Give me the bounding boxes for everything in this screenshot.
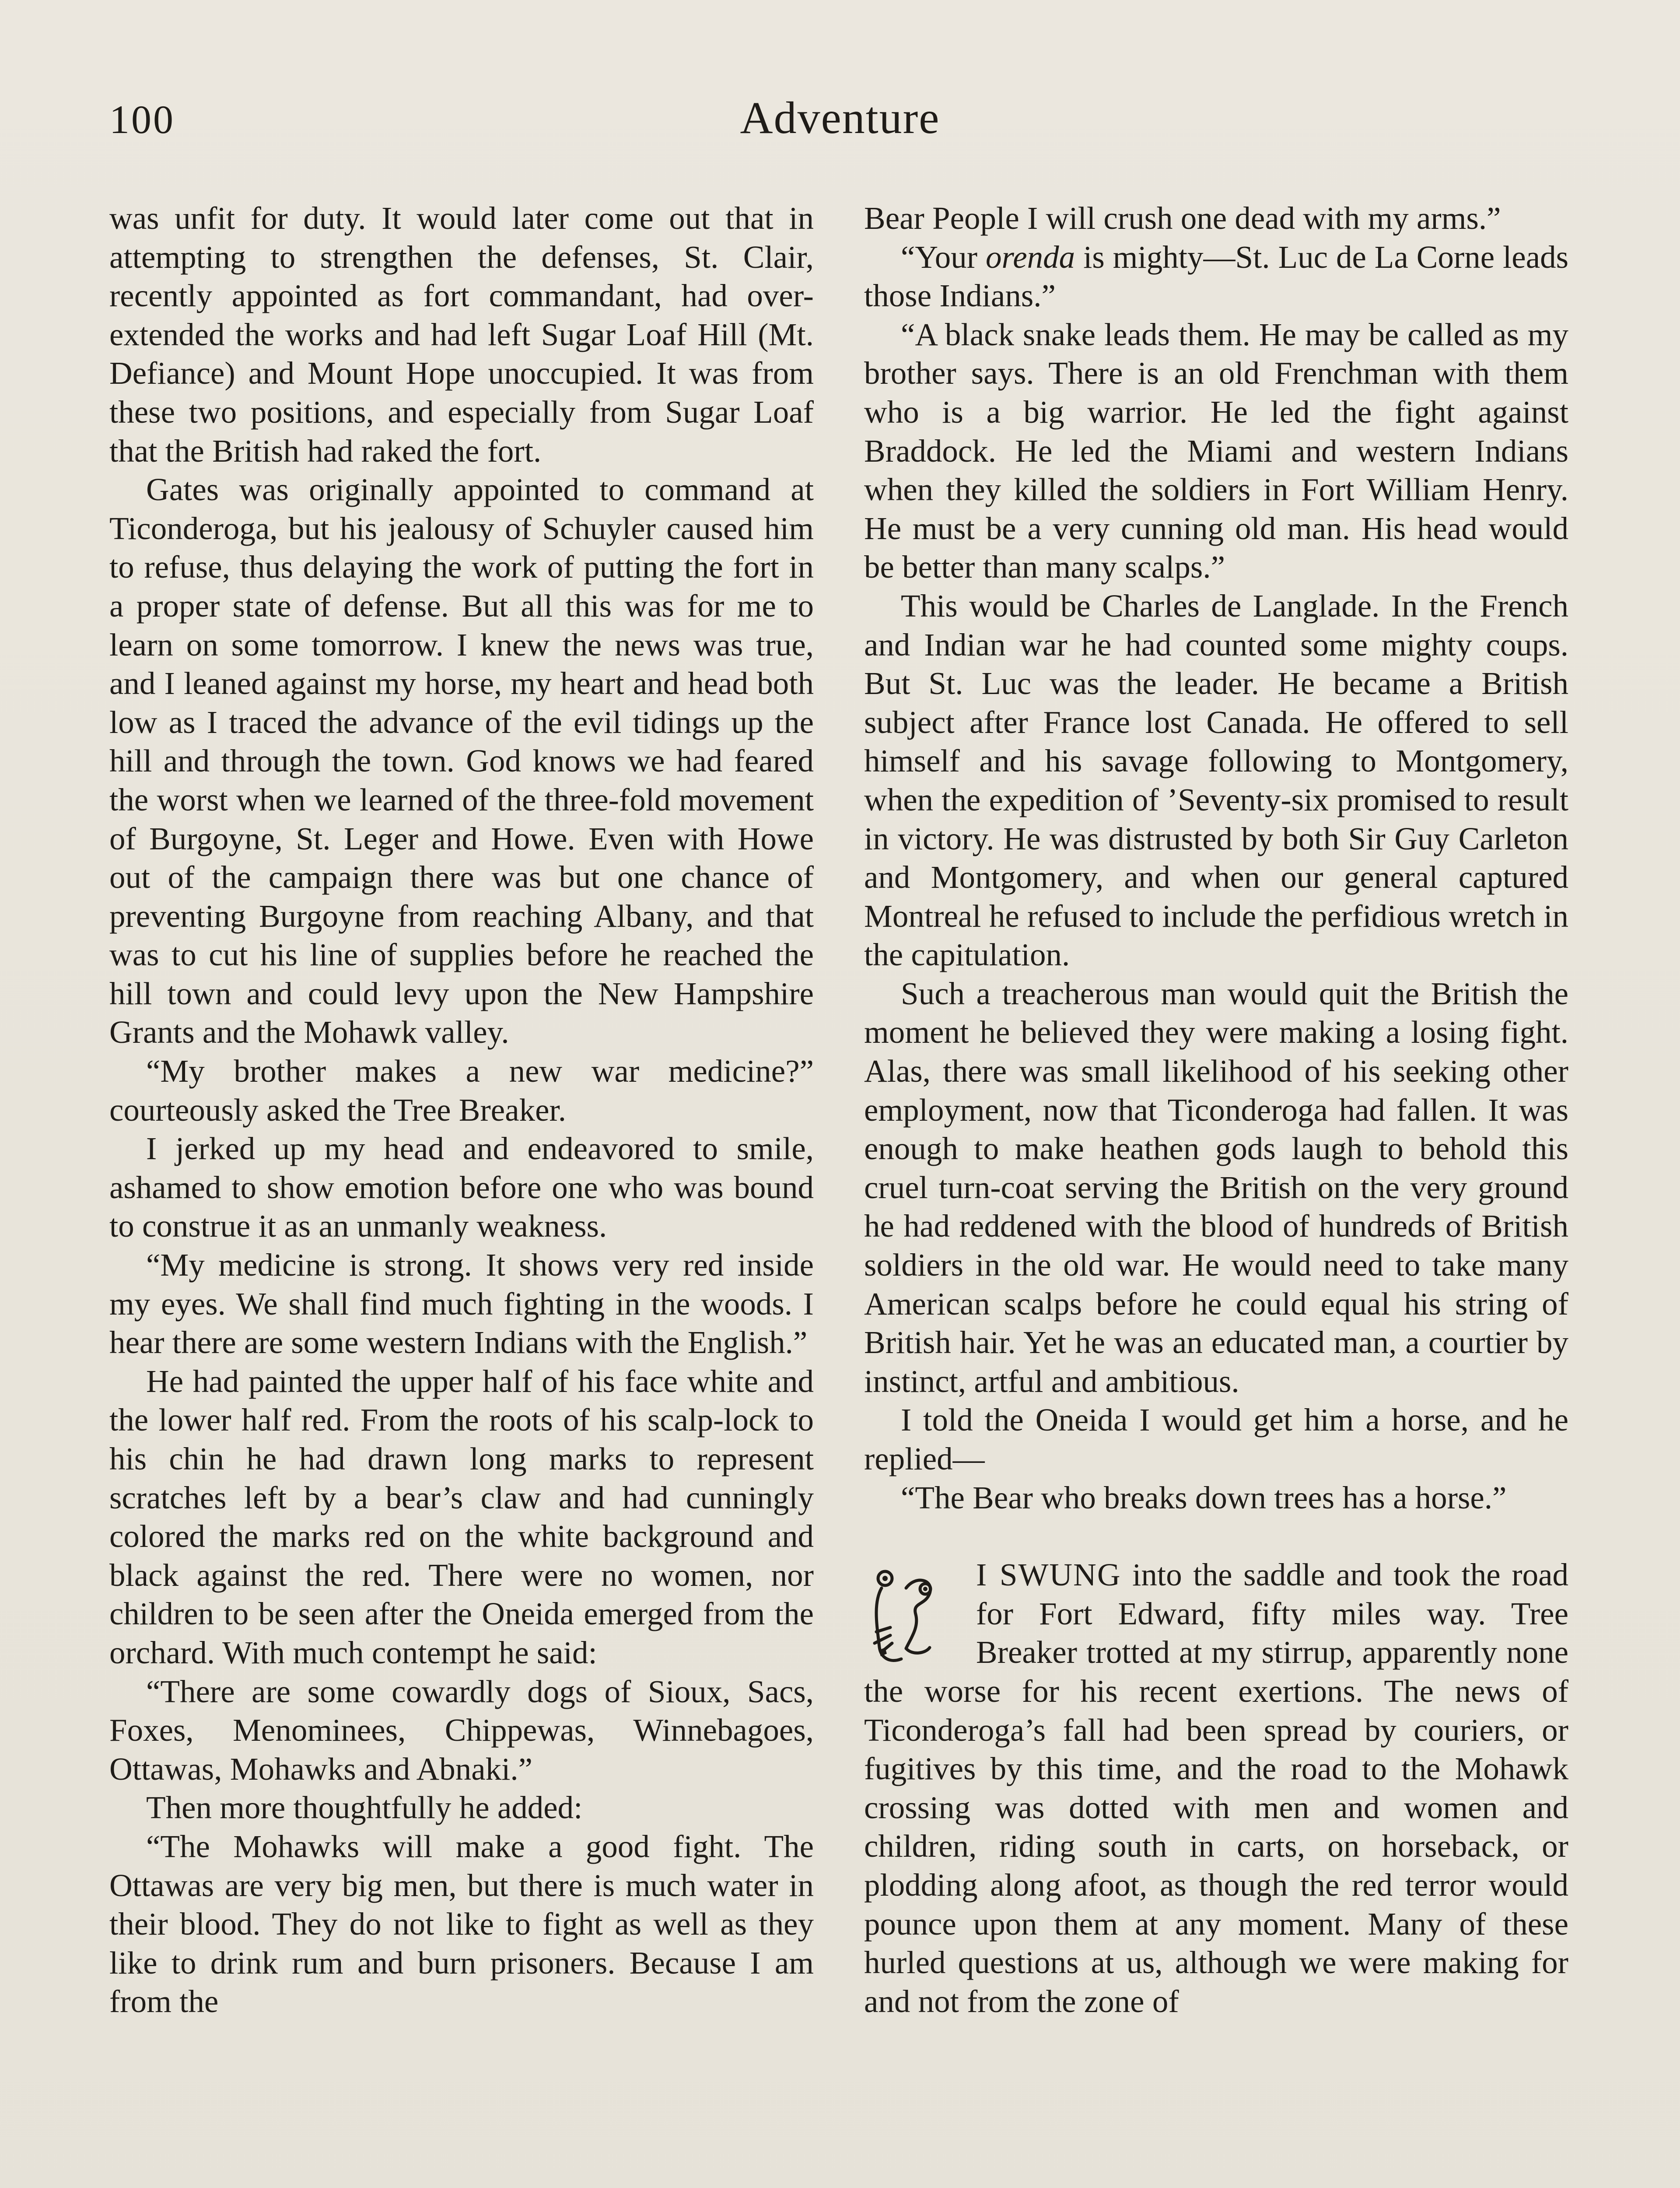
paragraph: “My medicine is strong. It shows very red inside my eyes. We shall find much fighting in the woods. I hear there are some western Indians with the English.” — [109, 1247, 814, 1360]
paragraph: Gates was originally appointed to command at Ticonderoga, but his jealousy of Schuyler caused him to refuse, thus delaying the work of putting the fort in a proper state of defense. But all this was for me to learn on some tomorrow. I knew the news was true, and I leaned against my horse, my heart and head both low as I traced the advance of the evil tidings up the hill and through the town. God knows we had feared the worst when we learned of the three-fold movement of Burgoyne, St. Leger and Howe. Even with Howe out of the campaign there was but one chance of preventing Burgoyne from reaching Albany, and that was to cut his line of supplies before he reached the hill town and could levy upon the New Hampshire Grants and the Mohawk valley. — [109, 472, 814, 1050]
paragraph: “A black snake leads them. He may be called as my brother says. There is an old Frenchman with them who is a big warrior. He led the fight against Braddock. He led the Miami and western Indians when they killed the soldiers in Fort William Henry. He must be a very cunning old man. His head would be better than many scalps.” — [864, 316, 1568, 585]
paragraph: was unfit for duty. It would later come out that in attempting to strengthen the defenses, St. Clair, recently appointed as fort commandant, had over-extended the works and had left Sugar Loaf Hill (Mt. Defiance) and Mount Hope unoccupied. It was from these two positions, and especially from Sugar Loaf that the British had raked the fort. — [109, 200, 814, 469]
lead-caps: I SWUNG — [976, 1557, 1121, 1593]
page-header — [109, 92, 1571, 144]
running-title: Adventure — [740, 93, 940, 143]
paragraph-text: “Your — [901, 239, 986, 275]
section-text: into the saddle and took the road for Fort Edward, fifty miles way. Tree Breaker trotted at my stirrup, apparently none the worse for his recent exertions. The news of Ticonderoga’s fall had been spread by couriers, or fugitives by this time, and the road to the Mohawk crossing was dotted with men and women and children, riding south in carts, on horseback, or plodding along afoot, as though the red terror would pounce upon them at any moment. Many of these hurled questions at us, although we were making for and not from the zone of — [864, 1557, 1568, 2019]
paragraph: “There are some cowardly dogs of Sioux, Sacs, Foxes, Menominees, Chippewas, Winnebagoes, Ottawas, Mohawks and Abnaki.” — [109, 1673, 814, 1787]
ornament-initial-icon — [864, 1562, 965, 1671]
paragraph: Bear People I will crush one dead with my arms.” — [864, 200, 1501, 236]
paragraph: Such a treacherous man would quit the British the moment he believed they were making a losing fight. Alas, there was small likelihood of his seeking other employment, now that Ticonderoga had fallen. It was enough to make heathen gods laugh to behold this cruel turn-coat serving the British on the very ground he had reddened with the blood of hundreds of British soldiers in the old war. He would need to take many American scalps before he could equal his string of British hair. Yet he was an educated man, a courtier by instinct, artful and ambitious. — [864, 975, 1568, 1399]
paragraph: This would be Charles de Langlade. In the French and Indian war he had counted some mighty coups. But St. Luc was the leader. He became a British subject after France lost Canada. He offered to sell himself and his savage following to Montgomery, when the expedition of ’Seventy-six promised to result in victory. He was distrusted by both Sir Guy Carleton and Montgomery, and when our general captured Montreal he refused to include the perfidious wretch in the capitulation. — [864, 588, 1568, 973]
section-break — [864, 1556, 1568, 2021]
paragraph — [864, 238, 1568, 316]
page-number: 100 — [109, 97, 175, 142]
paragraph: He had painted the upper half of his face white and the lower half red. From the roots of his scalp-lock to his chin he had drawn long marks to represent scratches left by a bear’s claw and had cunningly colored the marks red on the white background and black against the red. There were no women, nor children to be seen after the Oneida emerged from the orchard. With much contempt he said: — [109, 1363, 814, 1670]
right-column — [864, 199, 1568, 2021]
paragraph: “My brother makes a new war medicine?” courteously asked the Tree Breaker. — [109, 1053, 814, 1128]
paragraph: Then more thoughtfully he added: — [146, 1790, 583, 1826]
paragraph: I jerked up my head and endeavored to smile, ashamed to show emotion before one who was bound to construe it as an unmanly weakness. — [109, 1131, 814, 1244]
paragraph: “The Bear who breaks down trees has a horse.” — [901, 1480, 1507, 1515]
section-opening-paragraph — [864, 1556, 1568, 2021]
paragraph-text: is mighty—St. Luc de La Corne leads those Indians.” — [864, 239, 1568, 314]
paragraph: “The Mohawks will make a good fight. The Ottawas are very big men, but there is much water in their blood. They do not like to fight as well as they like to drink rum and burn prisoners. Because I am from the — [109, 1828, 814, 2020]
paragraph: I told the Oneida I would get him a horse, and he replied— — [864, 1402, 1568, 1476]
left-column — [109, 199, 814, 2021]
emphasized-word: orenda — [986, 239, 1075, 275]
